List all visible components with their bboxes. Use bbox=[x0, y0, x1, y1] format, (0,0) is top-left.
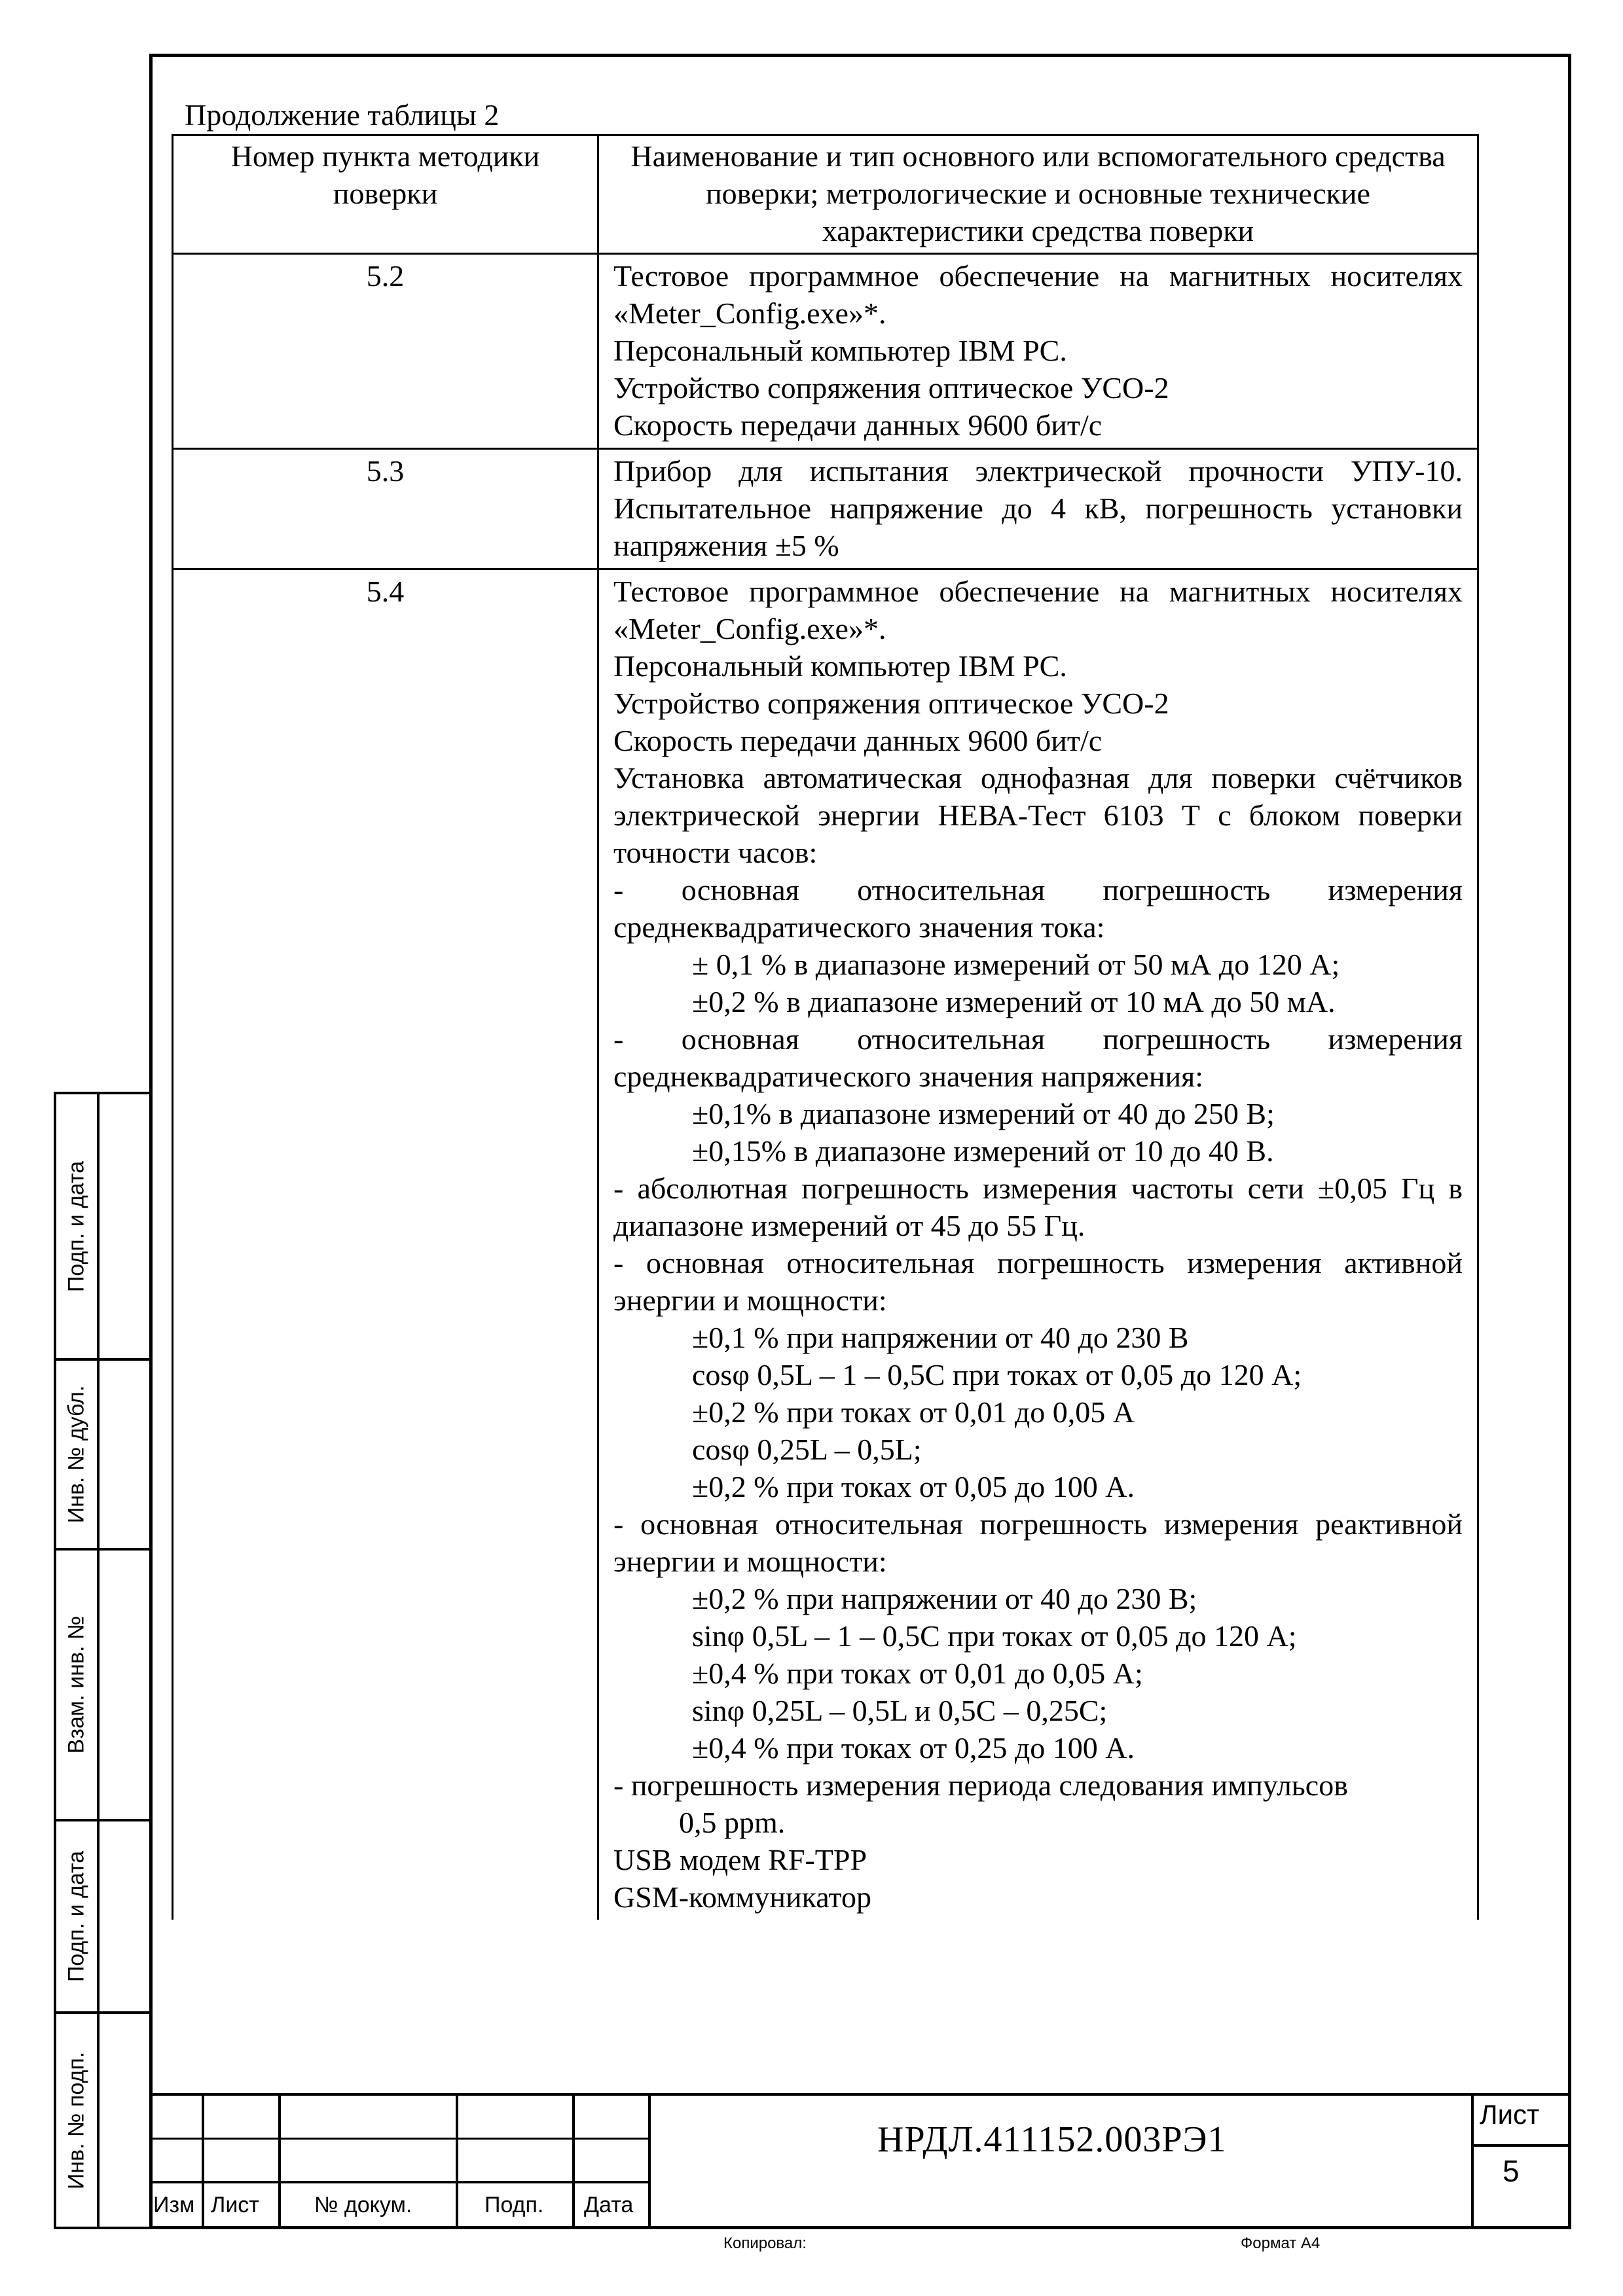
item-number: 5.3 bbox=[173, 449, 598, 569]
description-line: - основная относительная погрешность измерения среднеквадратического значения напряжения: bbox=[613, 1022, 1463, 1093]
table-continuation-caption: Продолжение таблицы 2 bbox=[185, 98, 500, 132]
verification-table bbox=[172, 134, 1479, 1920]
col-signature: Подп. bbox=[484, 2193, 544, 2217]
side-strip-dup-inv bbox=[54, 1358, 149, 1551]
col-date: Дата bbox=[584, 2193, 634, 2217]
description-line: Скорость передачи данных 9600 бит/с bbox=[613, 408, 1103, 442]
side-strip-orig-inv bbox=[54, 2011, 149, 2229]
description-line: ±0,1% в диапазоне измерений от 40 до 250 В; bbox=[692, 1097, 1275, 1130]
description-line: ±0,4 % при токах от 0,01 до 0,05 А; bbox=[692, 1657, 1143, 1690]
description-line: sinφ 0,5L – 1 – 0,5C при токах от 0,05 до 120 А; bbox=[692, 1619, 1297, 1653]
sheet-number: 5 bbox=[1503, 2154, 1520, 2188]
description-line: - абсолютная погрешность измерения частоты сети ±0,05 Гц в диапазоне измерений от 45 до 55 Гц. bbox=[613, 1172, 1463, 1242]
side-label: Подп. и дата bbox=[64, 1160, 89, 1292]
description-line: - основная относительная погрешность измерения активной энергии и мощности: bbox=[613, 1246, 1463, 1317]
header-item-number: Номер пункта методики поверки bbox=[173, 135, 598, 254]
col-sheet: Лист bbox=[211, 2193, 259, 2217]
description-line: 0,5 ppm. bbox=[679, 1806, 786, 1839]
description-line: Персональный компьютер IBM PC. bbox=[613, 649, 1067, 683]
description-line: ±0,2 % при токах от 0,05 до 100 А. bbox=[692, 1470, 1135, 1503]
description-line: Тестовое программное обеспечение на магнитных носителях «Meter_Config.exe»*. bbox=[613, 575, 1463, 645]
side-strip-sign-date-2 bbox=[54, 1819, 149, 2014]
table-row bbox=[173, 254, 1478, 449]
description-line: - основная относительная погрешность измерения среднеквадратического значения тока: bbox=[613, 873, 1463, 944]
format-label: Формат А4 bbox=[1241, 2234, 1321, 2252]
description-line: ± 0,1 % в диапазоне измерений от 50 мА до 120 А; bbox=[692, 948, 1340, 981]
equipment-description bbox=[598, 449, 1478, 569]
equipment-description bbox=[598, 569, 1478, 1920]
document-code: НРДЛ.411152.003РЭ1 bbox=[877, 2119, 1227, 2160]
description-line: sinφ 0,25L – 0,5L и 0,5C – 0,25C; bbox=[692, 1694, 1108, 1727]
description-line: Прибор для испытания электрической прочности УПУ-10. Испытательное напряжение до 4 кВ, погрешность установки напряжения ±5 % bbox=[613, 454, 1463, 562]
copied-by-label: Копировал: bbox=[723, 2234, 807, 2252]
sheet-label: Лист bbox=[1480, 2099, 1540, 2130]
description-line: - основная относительная погрешность измерения реактивной энергии и мощности: bbox=[613, 1507, 1463, 1578]
table-header-row bbox=[173, 135, 1478, 254]
side-label: Взам. инв. № bbox=[64, 1615, 89, 1754]
side-strip-repl-inv bbox=[54, 1548, 149, 1821]
description-line: USB модем RF-TPP bbox=[613, 1843, 867, 1876]
description-line: GSM-коммуникатор bbox=[613, 1880, 871, 1914]
description-line: Установка автоматическая однофазная для поверки счётчиков электрической энергии НЕВА-Тест 6103 Т с блоком поверки точности часов: bbox=[613, 761, 1463, 869]
description-line: ±0,2 % при токах от 0,01 до 0,05 А bbox=[692, 1395, 1135, 1429]
item-number: 5.4 bbox=[173, 569, 598, 1920]
description-line: Устройство сопряжения оптическое УСО-2 bbox=[613, 371, 1169, 404]
description-line: - погрешность измерения периода следования импульсов bbox=[613, 1768, 1348, 1802]
description-line: Устройство сопряжения оптическое УСО-2 bbox=[613, 687, 1169, 720]
side-label: Инв. № дубл. bbox=[64, 1385, 89, 1524]
description-line: ±0,2 % при напряжении от 40 до 230 В; bbox=[692, 1582, 1197, 1615]
equipment-description bbox=[598, 254, 1478, 449]
description-line: Персональный компьютер IBM PC. bbox=[613, 334, 1067, 367]
col-doc-number: № докум. bbox=[314, 2193, 412, 2217]
description-line: Тестовое программное обеспечение на магнитных носителях «Meter_Config.exe»*. bbox=[613, 259, 1463, 330]
description-line: ±0,4 % при токах от 0,25 до 100 А. bbox=[692, 1731, 1135, 1765]
header-equipment-description: Наименование и тип основного или вспомогательного средства поверки; метрологические и основные технические характеристики средства поверки bbox=[598, 135, 1478, 254]
table-row bbox=[173, 449, 1478, 569]
description-line: Скорость передачи данных 9600 бит/с bbox=[613, 724, 1103, 757]
title-block bbox=[152, 2093, 1569, 2227]
revision-grid bbox=[152, 2093, 648, 2227]
col-change: Изм bbox=[153, 2193, 195, 2217]
side-label: Инв. № подп. bbox=[64, 2051, 89, 2189]
side-label: Подп. и дата bbox=[64, 1850, 89, 1982]
description-line: ±0,1 % при напряжении от 40 до 230 В bbox=[692, 1321, 1189, 1354]
description-line: ±0,15% в диапазоне измерений от 10 до 40 В. bbox=[692, 1134, 1274, 1168]
description-line: ±0,2 % в диапазоне измерений от 10 мА до 50 мА. bbox=[692, 985, 1336, 1018]
description-line: cosφ 0,25L – 0,5L; bbox=[692, 1433, 922, 1466]
side-strip-sign-date-1 bbox=[54, 1092, 149, 1361]
item-number: 5.2 bbox=[173, 254, 598, 449]
description-line: cosφ 0,5L – 1 – 0,5C при токах от 0,05 до 120 А; bbox=[692, 1358, 1302, 1391]
table-row bbox=[173, 569, 1478, 1920]
